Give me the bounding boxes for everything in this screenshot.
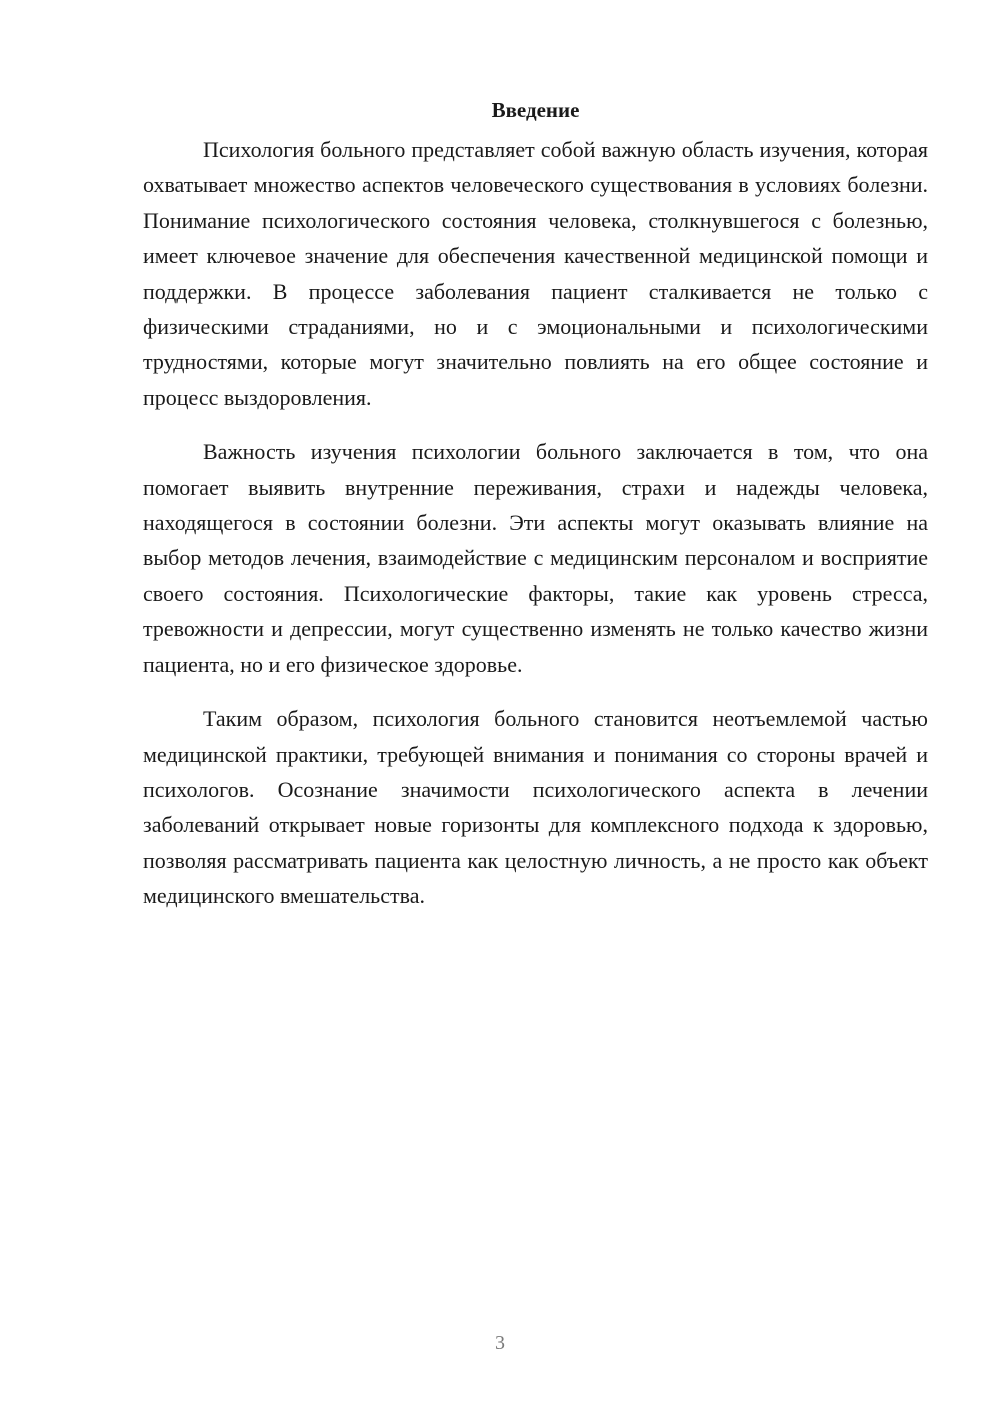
page-content xyxy=(143,92,928,933)
paragraph-2: Важность изучения психологии больного заключается в том, что она помогает выявить внутренние переживания, страхи и надежды человека, находящегося в состоянии болезни. Эти аспекты могут оказывать влияние на выбор методов лечения, взаимодействие с медицинским персоналом и восприятие своего состояния. Психологические факторы, такие как уровень стресса, тревожности и депрессии, могут существенно изменять не только качество жизни пациента, но и его физическое здоровье. xyxy=(143,439,928,677)
paragraph-1: Психология больного представляет собой важную область изучения, которая охватывает множество аспектов человеческого существования в условиях болезни. Понимание психологического состояния человека, столкнувшегося с болезнью, имеет ключевое значение для обеспечения качественной медицинской помощи и поддержки. В процессе заболевания пациент сталкивается не только с физическими страданиями, но и с эмоциональными и психологическими трудностями, которые могут значительно повлиять на его общее состояние и процесс выздоровления. xyxy=(143,137,928,410)
section-heading: Введение xyxy=(491,98,580,122)
page-number: 3 xyxy=(495,1332,505,1354)
paragraph-3: Таким образом, психология больного становится неотъемлемой частью медицинской практики, требующей внимания и понимания со стороны врачей и психологов. Осознание значимости психологического аспекта в лечении заболеваний открывает новые горизонты для комплексного подхода к здоровью, позволяя рассматривать пациента как целостную личность, а не просто как объект медицинского вмешательства. xyxy=(143,706,928,909)
